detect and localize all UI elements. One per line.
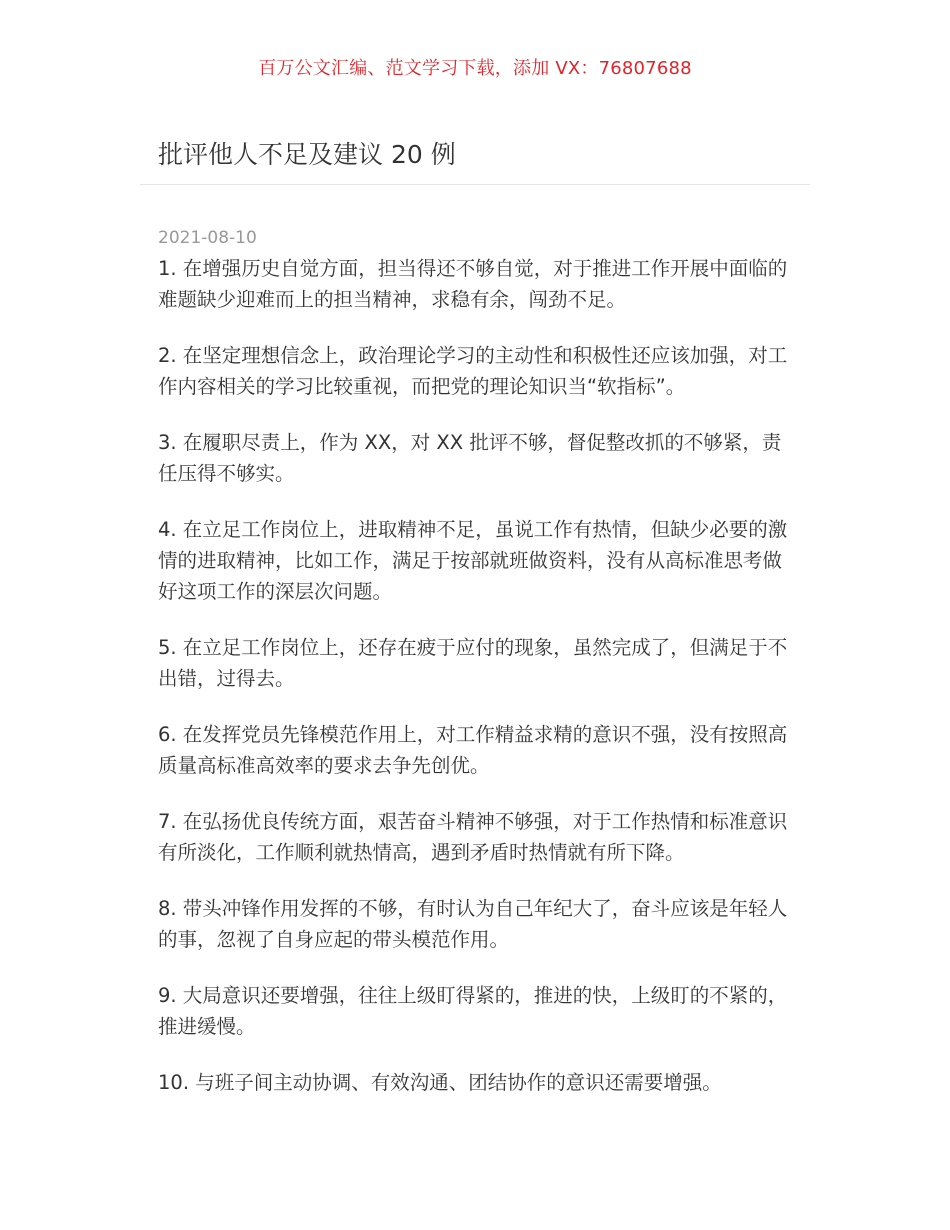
article-title: 批评他人不足及建议 20 例 [158,140,456,169]
list-item: 6. 在发挥党员先锋模范作用上，对工作精益求精的意识不强，没有按照高质量高标准高效率的要求去争先创优。 [158,723,788,777]
list-item: 8. 带头冲锋作用发挥的不够，有时认为自己年纪大了，奋斗应该是年轻人的事，忽视了自身应起的带头模范作用。 [158,897,788,951]
publish-date: 2021-08-10 [158,228,257,248]
list-item: 5. 在立足工作岗位上，还存在疲于应付的现象，虽然完成了，但满足于不出错，过得去。 [158,636,788,690]
list-item: 9. 大局意识还要增强，往往上级盯得紧的，推进的快，上级盯的不紧的，推进缓慢。 [158,984,788,1038]
article-body [158,253,794,1123]
title-divider [140,184,810,185]
list-item: 10. 与班子间主动协调、有效沟通、团结协作的意识还需要增强。 [158,1071,722,1094]
list-item: 1. 在增强历史自觉方面，担当得还不够自觉，对于推进工作开展中面临的难题缺少迎难而上的担当精神，求稳有余，闯劲不足。 [158,257,788,311]
list-item: 3. 在履职尽责上，作为 XX，对 XX 批评不够，督促整改抓的不够紧，责任压得不够实。 [158,431,782,485]
watermark-banner: 百万公文汇编、范文学习下载，添加 VX：76807688 [258,58,692,79]
list-item: 2. 在坚定理想信念上，政治理论学习的主动性和积极性还应该加强，对工作内容相关的学习比较重视，而把党的理论知识当“软指标”。 [158,344,788,398]
list-item: 7. 在弘扬优良传统方面，艰苦奋斗精神不够强，对于工作热情和标准意识有所淡化，工作顺利就热情高，遇到矛盾时热情就有所下降。 [158,810,788,864]
list-item: 4. 在立足工作岗位上，进取精神不足，虽说工作有热情，但缺少必要的激情的进取精神，比如工作，满足于按部就班做资料，没有从高标准思考做好这项工作的深层次问题。 [158,518,788,603]
